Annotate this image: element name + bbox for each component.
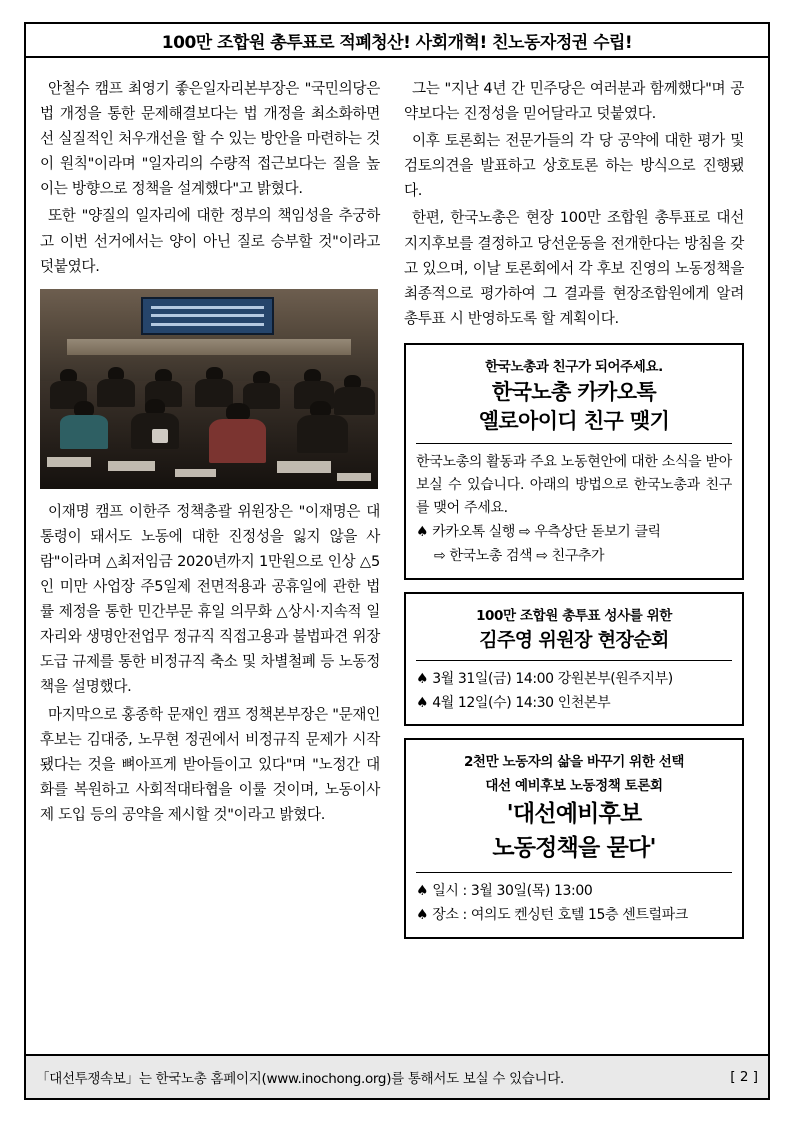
debate-box-kicker-1: 2천만 노동자의 삶을 바꾸기 위한 선택 [463,754,685,771]
kakao-step-2: ⇨ 한국노총 검색 ⇨ 친구추가 [434,548,605,565]
kakao-box-kicker: 한국노총과 친구가 되어주세요. [485,358,663,375]
footer-text: 「대선투쟁속보」는 한국노총 홈페이지(www.inochong.org)를 통해서도 보실 수 있습니다. [36,1071,565,1087]
tour-box-kicker: 100만 조합원 총투표 성사를 위한 [476,607,672,624]
divider [416,872,732,873]
page-title: 100만 조합원 총투표로 적폐청산! 사회개혁! 친노동자정권 수립! [161,32,633,53]
paragraph: 또한 "양질의 일자리에 대한 정부의 책임성을 추궁하고 이번 선거에서는 양이 아닌 질로 승부할 것"이라고 덧붙였다. [40,207,380,275]
tour-item-2: ♠ 4월 12일(수) 14:30 인천본부 [416,694,611,711]
kakao-box-body: 한국노총의 활동과 주요 노동현안에 대한 소식을 받아보실 수 있습니다. 아래의 방법으로 한국노총과 친구를 맺어 주세요. [416,453,732,517]
page-number: [ 2 ] [730,1069,758,1085]
paragraph: 안철수 캠프 최영기 좋은일자리본부장은 "국민의당은 법 개정을 통한 문제해결보다는 법 개정을 최소화하면선 실질적인 처우개선을 할 수 있는 방안을 마련하는 것이 원칙"이라며 "일자리의 수량적 접근보다는 질을 높이는 방향으로 정책을 설계했다"고 밝혔다. [40,80,380,198]
debate-box-quote-line1: '대선예비후보 [506,801,642,828]
debate-item-venue: ♠ 장소 : 여의도 켄싱턴 호텔 15층 센트럴파크 [416,906,688,923]
header-banner [26,24,768,58]
divider [416,660,732,661]
kakao-box-title-line1: 한국노총 카카오톡 [491,379,657,404]
photo-banner [67,339,351,355]
debate-box-quote-line2: 노동정책을 묻다' [492,835,656,862]
paragraph: 이재명 캠프 이한주 정책총괄 위원장은 "이재명은 대통령이 돼서도 노동에 대한 진정성을 잃지 않을 사람"이라며 △최저임금 2020년까지 1만원으로 인상 △5인 미만 사업장 주5일제 전면적용과 공휴일에 관한 법률 제정을 통한 민간부문 휴일 의무화 △상시·지속적 일자리와 생명안전업무 정규직 직접고용과 불법파견 위장도급 규제를 통한 비정규직 축소 및 차별철폐 등 노동정책을 설명했다. [40,502,380,696]
right-column [404,76,744,939]
paragraph: 이후 토론회는 전문가들의 각 당 공약에 대한 평가 및 검토의견을 발표하고 상호토론 하는 방식으로 진행됐다. [404,132,744,200]
paragraph: 한편, 한국노총은 현장 100만 조합원 총투표로 대선지지후보를 결정하고 당선운동을 전개한다는 방침을 갖고 있으며, 이날 토론회에서 각 후보 진영의 노동정책을 최종적으로 평가하여 그 결과를 현장조합원에게 알려 총투표 시 반영하도록 할 계획이다. [404,209,744,327]
photo-projection-screen [141,297,273,335]
debate-box-kicker-2: 대선 예비후보 노동정책 토론회 [485,778,663,795]
paragraph: 그는 "지난 4년 간 민주당은 여러분과 함께했다"며 공약보다는 진정성을 믿어달라고 덧붙였다. [404,80,744,123]
footer-bar [26,1054,768,1098]
debate-item-datetime: ♠ 일시 : 3월 30일(목) 13:00 [416,883,593,900]
kakao-friend-box [404,343,744,580]
paragraph: 마지막으로 홍종학 문재인 캠프 정책본부장은 "문재인 후보는 김대중, 노무현 정권에서 비정규직 문제가 시작됐다는 것을 뼈아프게 받아들이고 있다"며 "노정간 대화를 복원하고 사회적대타협을 이룰 것이며, 노동이사제 도입 등의 공약을 제시할 것"이라고 밝혔다. [40,705,380,823]
debate-event-box [404,738,744,938]
divider [416,443,732,444]
chairman-tour-box [404,592,744,727]
conference-photo [40,289,378,489]
kakao-box-title-line2: 옐로아이디 친구 맺기 [478,408,670,433]
kakao-step-1: ♠ 카카오톡 실행 ⇨ 우측상단 돋보기 클릭 [416,524,661,541]
tour-box-title: 김주영 위원장 현장순회 [479,628,669,651]
tour-item-1: ♠ 3월 31일(금) 14:00 강원본부(원주지부) [416,671,673,688]
left-column [40,76,380,829]
